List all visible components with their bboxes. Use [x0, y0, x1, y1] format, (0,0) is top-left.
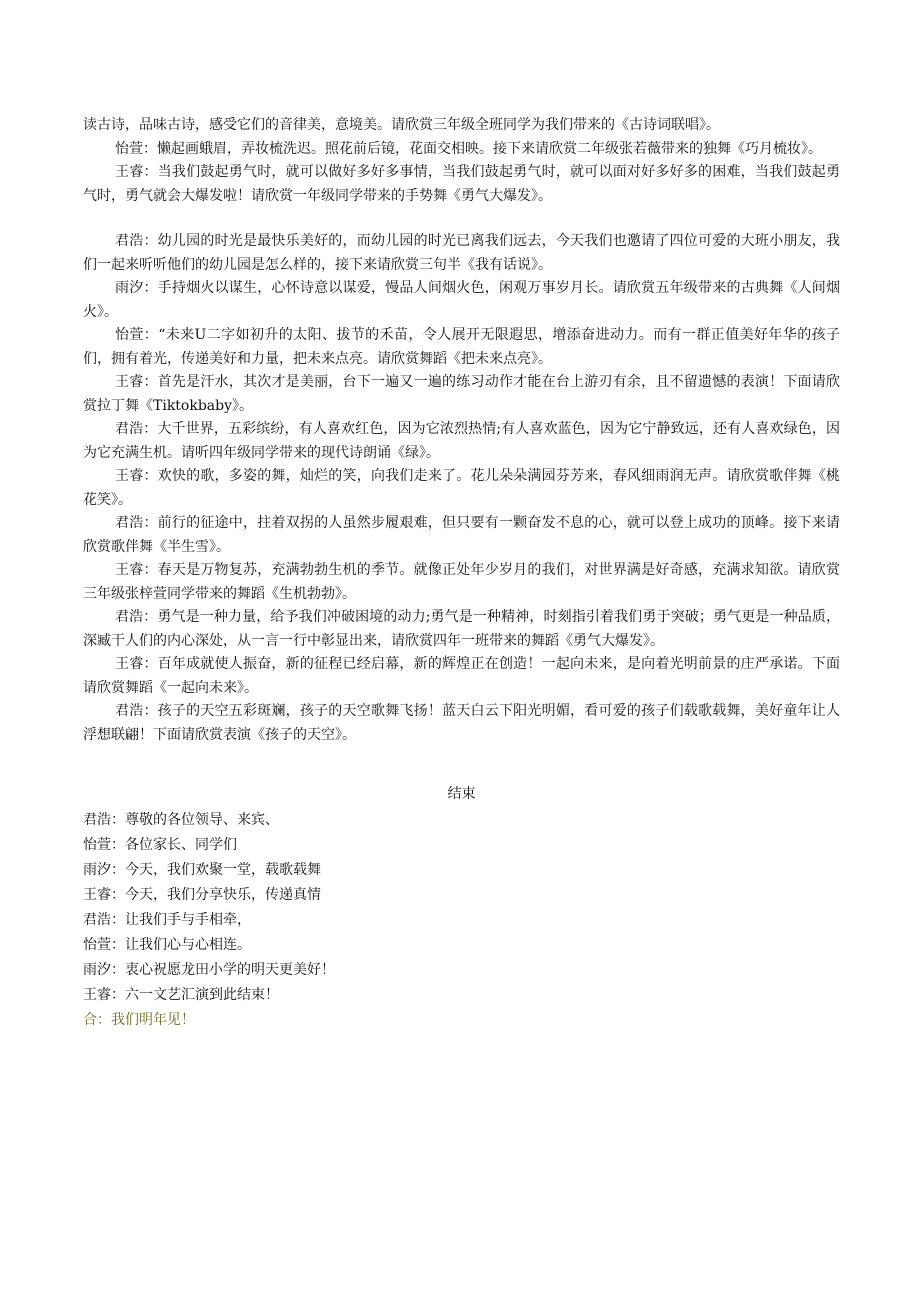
script-paragraph-8: 王睿：春天是万物复苏，充满勃勃生机的季节。就像正处年少岁月的我们，对世界满是好奇感，充满求知欲。请欣赏三年级张梓萱同学带来的舞蹈《生机勃勃》。 — [83, 562, 840, 602]
closing-line: 君浩：让我们手与手相牵， — [83, 912, 251, 928]
script-paragraph-2: 雨汐：手持烟火以谋生，心怀诗意以谋爱，慢品人间烟火色，闲观万事岁月长。请欣赏五年级带来的古典舞《人间烟火》。 — [83, 280, 840, 320]
closing-line: 怡萱：各位家长、同学们 — [83, 837, 237, 853]
document-page — [83, 114, 840, 1033]
closing-line: 怡萱：让我们心与心相连。 — [83, 937, 251, 953]
script-paragraph-7: 君浩：前行的征途中，拄着双拐的人虽然步履艰难，但只要有一颗奋发不息的心，就可以登上成功的顶峰。接下来请欣赏歌伴舞《半生雪》。 — [83, 515, 840, 555]
section-gap — [83, 747, 840, 783]
closing-line: 王睿：今天，我们分享快乐，传递真情 — [83, 887, 321, 903]
closing-line: 雨汐：今天，我们欢聚一堂，载歌载舞 — [83, 862, 321, 878]
script-paragraph-10: 王睿：百年成就使人振奋，新的征程已经启幕，新的辉煌正在创造！一起向未来，是向着光明前景的庄严承诺。下面请欣赏舞蹈《一起向未来》。 — [83, 656, 840, 696]
closing-title: 结束 — [447, 786, 476, 802]
closing-line: 王睿：六一文艺汇演到此结束！ — [83, 987, 279, 1003]
script-paragraph-1: 君浩：幼儿园的时光是最快乐美好的，而幼儿园的时光已离我们远去，今天我们也邀请了四位可爱的大班小朋友，我们一起来听听他们的幼儿园是怎么样的，接下来请欣赏三句半《我有话说》。 — [83, 233, 840, 273]
script-paragraph-9: 君浩：勇气是一种力量，给予我们冲破困境的动力;勇气是一种精神，时刻指引着我们勇于突破；勇气更是一种品质，深臧干人们的内心深处，从一言一行中彰显出来，请欣赏四年一班带来的舞蹈《勇气大爆发》。 — [83, 609, 840, 649]
script-paragraph-4: 王睿：首先是汗水，其次才是美丽，台下一遍又一遍的练习动作才能在台上游刃有余，且不留遗憾的表演！下面请欣赏拉丁舞《Tiktokbaby》。 — [83, 374, 840, 414]
script-paragraph-5: 君浩：大千世界，五彩缤纷，有人喜欢红色，因为它浓烈热情;有人喜欢蓝色，因为它宁静致远，还有人喜欢绿色，因为它充满生机。请听四年级同学带来的现代诗朗诵《绿》。 — [83, 421, 840, 461]
intro-paragraph-1: 读古诗，品味古诗，感受它们的音律美，意境美。请欣赏三年级全班同学为我们带来的《古诗词联唱》。 — [83, 117, 720, 133]
closing-section — [83, 783, 840, 1033]
script-paragraph-6: 王睿：欢快的歌，多姿的舞，灿烂的笑，向我们走来了。花儿朵朵满园芬芳来，春风细雨润无声。请欣赏歌伴舞《桃花笑》。 — [83, 468, 840, 508]
closing-line: 君浩：尊敬的各位领导、来宾、 — [83, 812, 279, 828]
intro-paragraph-3: 王睿：当我们鼓起勇气时，就可以做好多好多事情，当我们鼓起勇气时，就可以面对好多好多的困难，当我们鼓起勇气时，勇气就会大爆发啦！请欣赏一年级同学带来的手势舞《勇气大爆发》。 — [83, 164, 840, 204]
script-paragraph-11: 君浩：孩子的天空五彩斑斓，孩子的天空歌舞飞扬！蓝天白云下阳光明媚，看可爱的孩子们载歌载舞，美好童年让人浮想联翩！下面请欣赏表演《孩子的天空》。 — [83, 703, 840, 743]
closing-line: 雨汐：衷心祝愿龙田小学的明天更美好！ — [83, 962, 335, 978]
paragraph-gap — [83, 208, 840, 230]
script-paragraph-3: 怡萱：“未来U二字如初升的太阳、拔节的禾苗，令人展开无限遐思，增添奋进动力。而有一群正值美好年华的孩子们，拥有着光，传递美好和力量，把未来点亮。请欣赏舞蹈《把未来点亮》。 — [83, 327, 840, 367]
intro-paragraph-2: 怡萱：懒起画蛾眉，弄妆梳洗迟。照花前后镜，花面交相映。接下来请欣赏二年级张若薇带来的独舞《巧月梳妆》。 — [115, 140, 822, 157]
closing-final-line: 合：我们明年见！ — [83, 1012, 195, 1028]
